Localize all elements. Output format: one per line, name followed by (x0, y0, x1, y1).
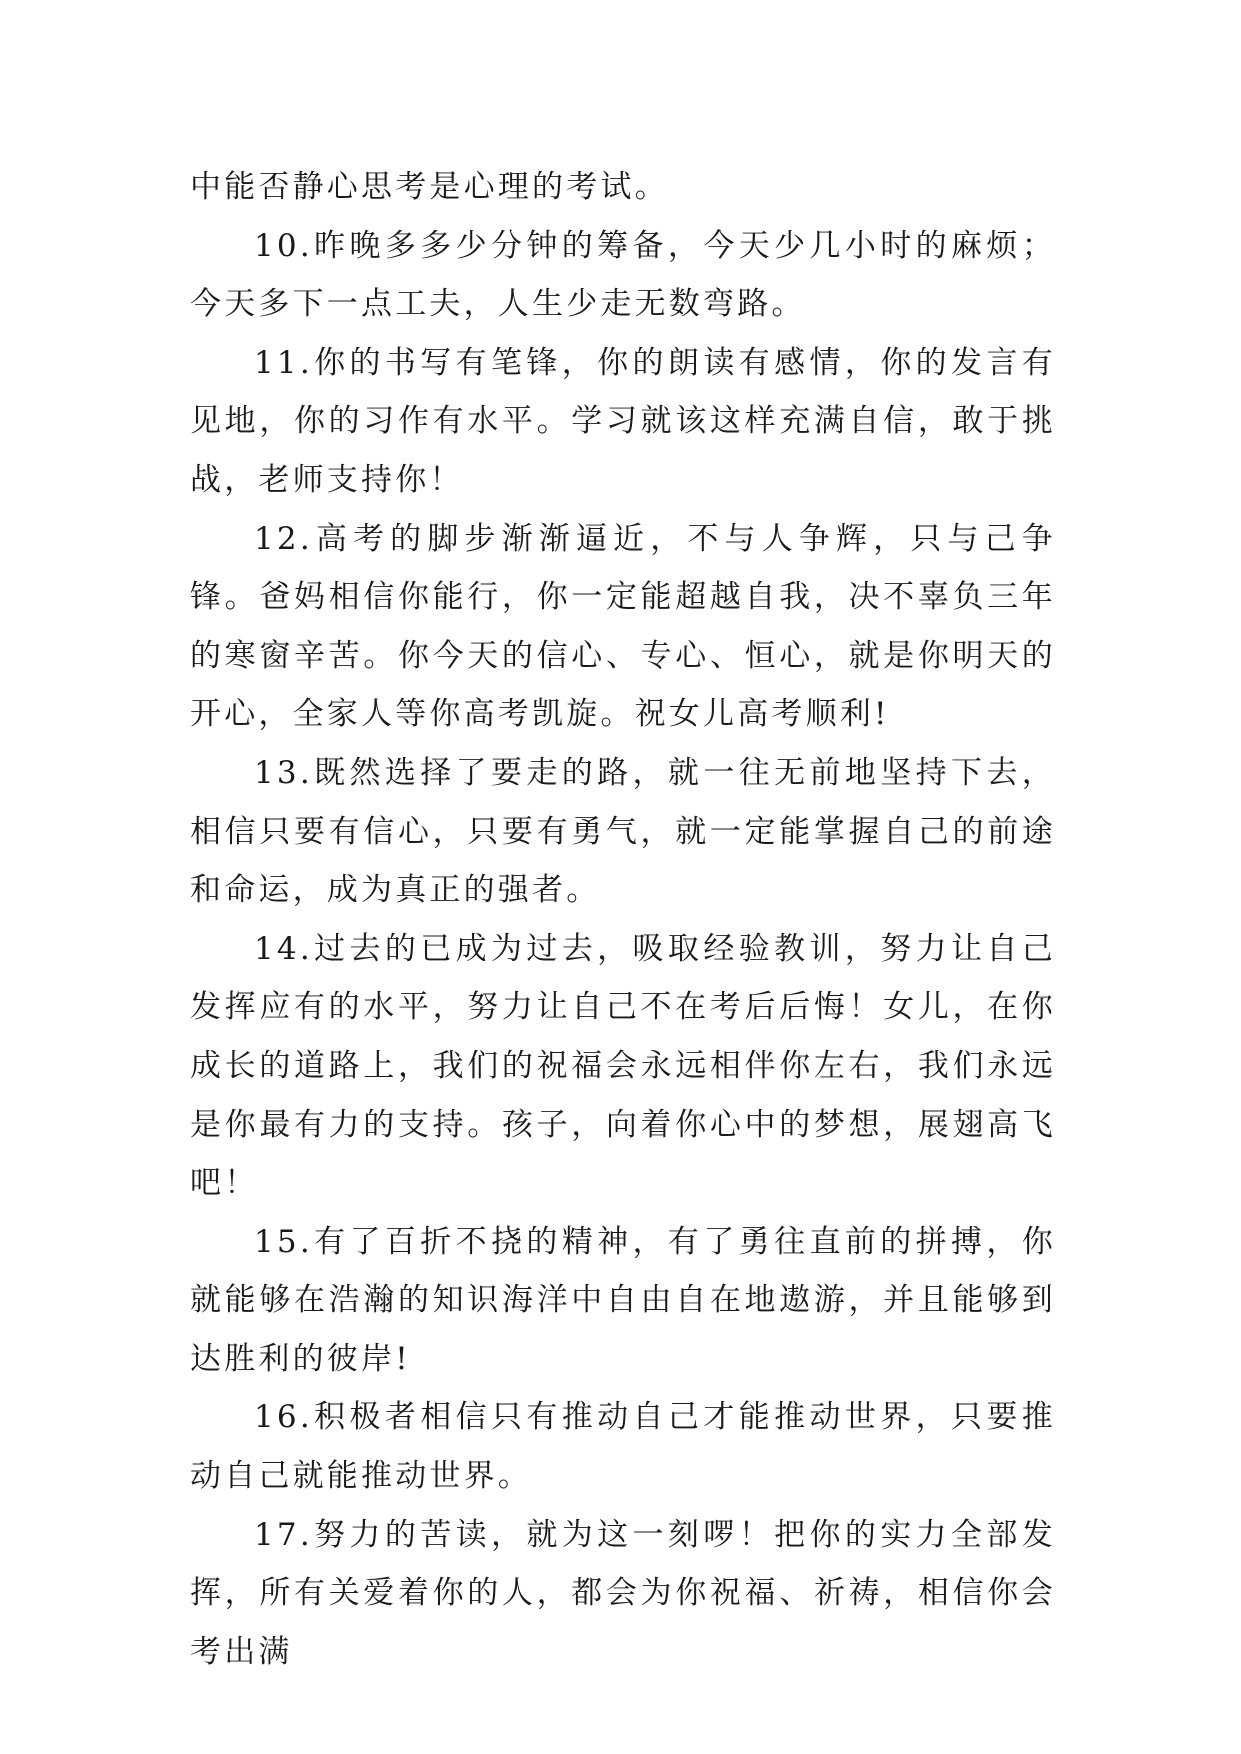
paragraph-item-15: 15.有了百折不挠的精神，有了勇往直前的拼搏，你就能够在浩瀚的知识海洋中自由自在地遨游，并且能够到达胜利的彼岸! (190, 1223, 1056, 1377)
paragraph-item-10: 10.昨晚多多少分钟的筹备，今天少几小时的麻烦；今天多下一点工夫，人生少走无数弯路。 (190, 227, 1056, 323)
paragraph-continuation: 中能否静心思考是心理的考试。 (190, 169, 669, 205)
paragraph-item-11: 11.你的书写有笔锋，你的朗读有感情，你的发言有见地，你的习作有水平。学习就该这样充满自信，敢于挑战，老师支持你！ (190, 344, 1056, 498)
paragraph-item-13: 13.既然选择了要走的路，就一往无前地坚持下去，相信只要有信心，只要有勇气，就一定能掌握自己的前途和命运，成为真正的强者。 (190, 754, 1056, 909)
paragraph-item-17: 17.努力的苦读，就为这一刻啰！把你的实力全部发挥，所有关爱着你的人，都会为你祝福、祈祷，相信你会考出满 (190, 1516, 1056, 1670)
document-body (190, 158, 1056, 1681)
paragraph-item-12: 12.高考的脚步渐渐逼近，不与人争辉，只与己争锋。爸妈相信你能行，你一定能超越自我，决不辜负三年的寒窗辛苦。你今天的信心、专心、恒心，就是你明天的开心，全家人等你高考凯旋。祝女儿高考顺利! (190, 520, 1056, 733)
paragraph-item-16: 16.积极者相信只有推动自己才能推动世界，只要推动自己就能推动世界。 (190, 1399, 1056, 1495)
paragraph-item-14: 14.过去的已成为过去，吸取经验教训，努力让自己发挥应有的水平，努力让自己不在考后后悔！女儿，在你成长的道路上，我们的祝福会永远相伴你左右，我们永远是你最有力的支持。孩子，向着你心中的梦想，展翅高飞吧！ (190, 930, 1056, 1202)
